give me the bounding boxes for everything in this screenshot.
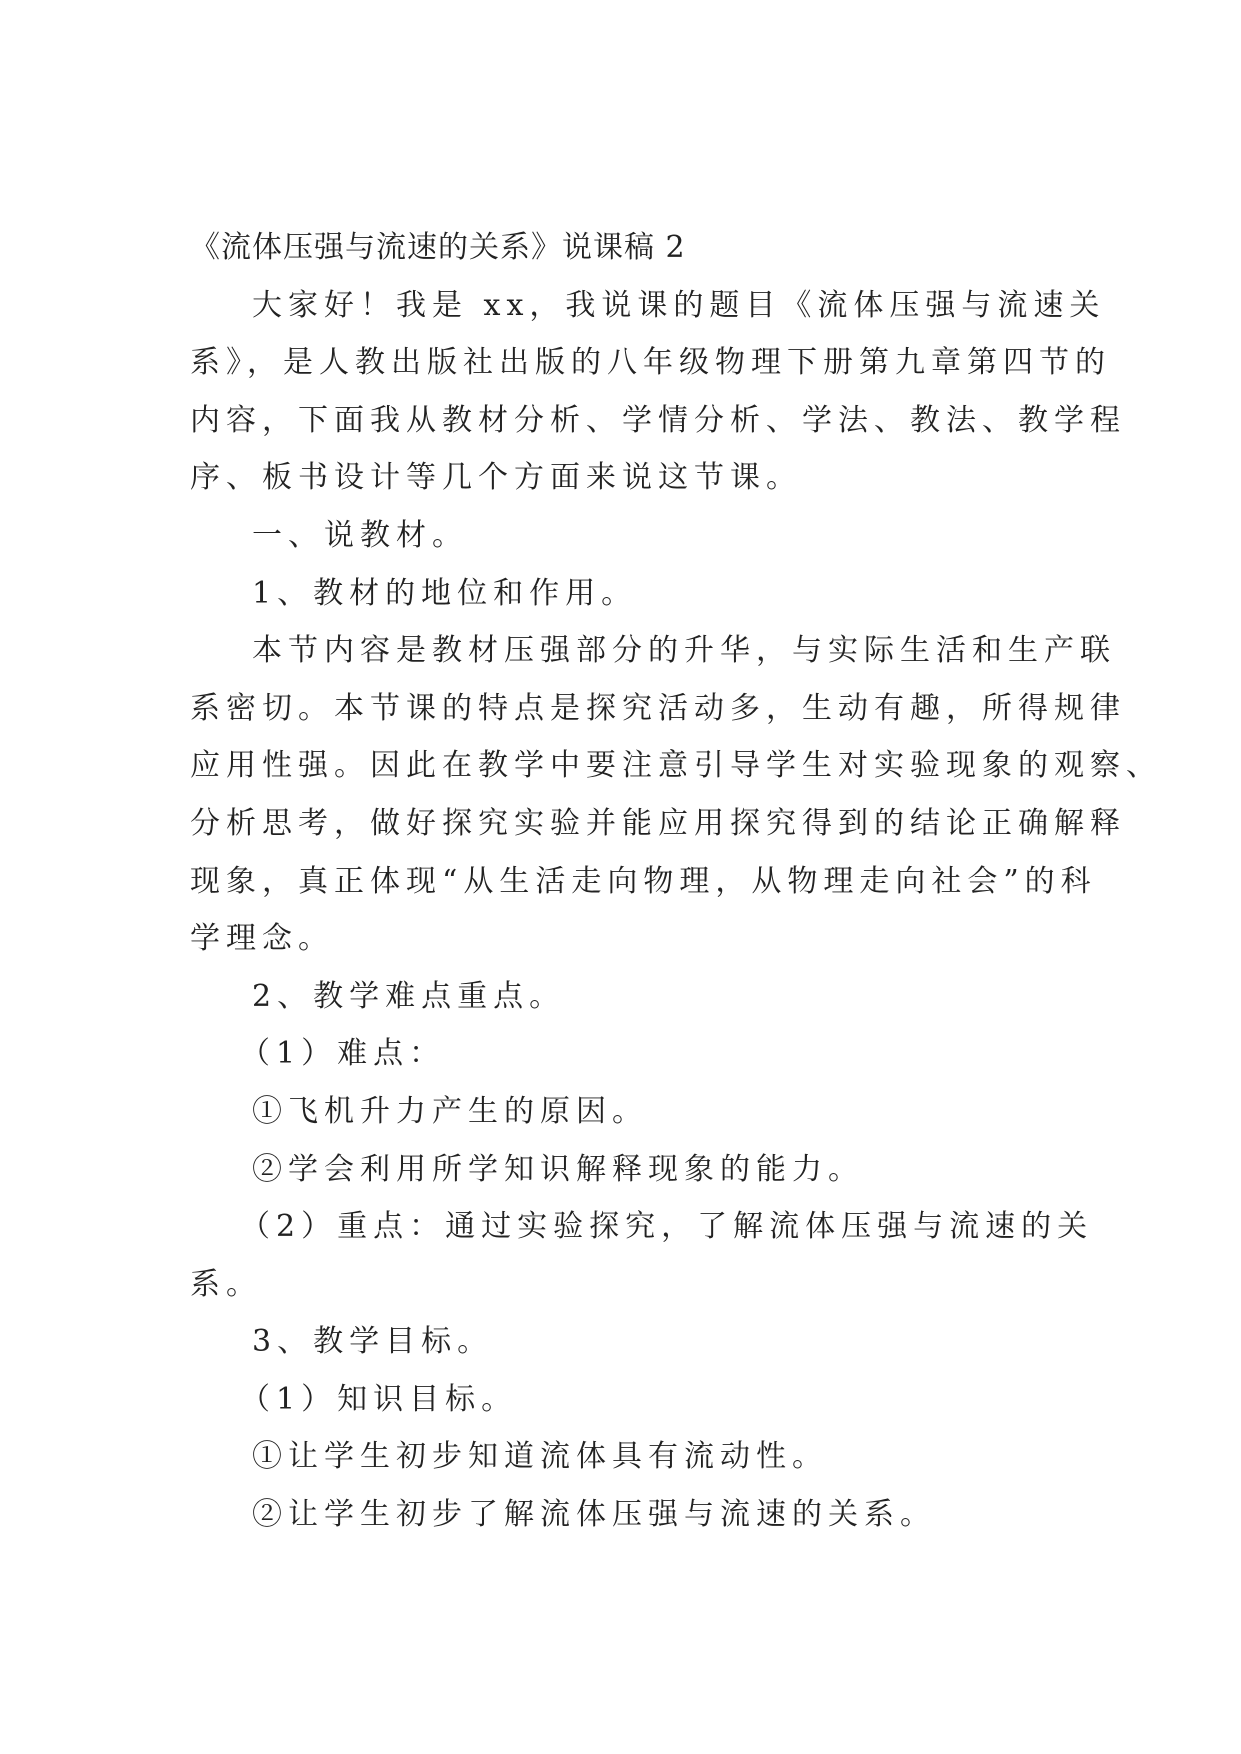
list-label: （2）重点：通过实验探究，了解流体压强与流速的关 <box>240 1209 1094 1245</box>
list-item: ①让学生初步知道流体具有流动性。 <box>252 1439 828 1475</box>
paragraph-line: 应用性强。因此在教学中要注意引导学生对实验现象的观察、 <box>190 748 1162 784</box>
paragraph-line: 现象，真正体现“从生活走向物理，从物理走向社会”的科 <box>190 863 1097 899</box>
paragraph-line: 序、板书设计等几个方面来说这节课。 <box>190 460 802 496</box>
paragraph-line: 本节内容是教材压强部分的升华，与实际生活和生产联 <box>252 633 1116 669</box>
subsection-heading: 2、教学难点重点。 <box>252 978 566 1014</box>
paragraph-line: 内容，下面我从教材分析、学情分析、学法、教法、教学程 <box>190 402 1126 438</box>
paragraph-line: 系密切。本节课的特点是探究活动多，生动有趣，所得规律 <box>190 690 1126 726</box>
list-item: ②让学生初步了解流体压强与流速的关系。 <box>252 1497 936 1533</box>
list-item: ②学会利用所学知识解释现象的能力。 <box>252 1151 864 1187</box>
list-label: （1）难点： <box>240 1036 446 1072</box>
paragraph-line: 学理念。 <box>190 921 334 957</box>
list-label: （1）知识目标。 <box>240 1381 518 1417</box>
paragraph-line: 分析思考，做好探究实验并能应用探究得到的结论正确解释 <box>190 805 1126 841</box>
subsection-heading: 3、教学目标。 <box>252 1324 494 1360</box>
section-heading: 一、说教材。 <box>252 517 468 553</box>
document-title: 《流体压强与流速的关系》说课稿 2 <box>190 230 686 265</box>
paragraph-line: 系》，是人教出版社出版的八年级物理下册第九章第四节的 <box>190 345 1111 381</box>
subsection-heading: 1、教材的地位和作用。 <box>252 575 638 611</box>
paragraph-line: 系。 <box>190 1266 262 1302</box>
paragraph-line: 大家好！我是 xx，我说课的题目《流体压强与流速关 <box>252 287 1106 323</box>
document-body <box>190 219 1162 1544</box>
list-item: ①飞机升力产生的原因。 <box>252 1093 648 1129</box>
